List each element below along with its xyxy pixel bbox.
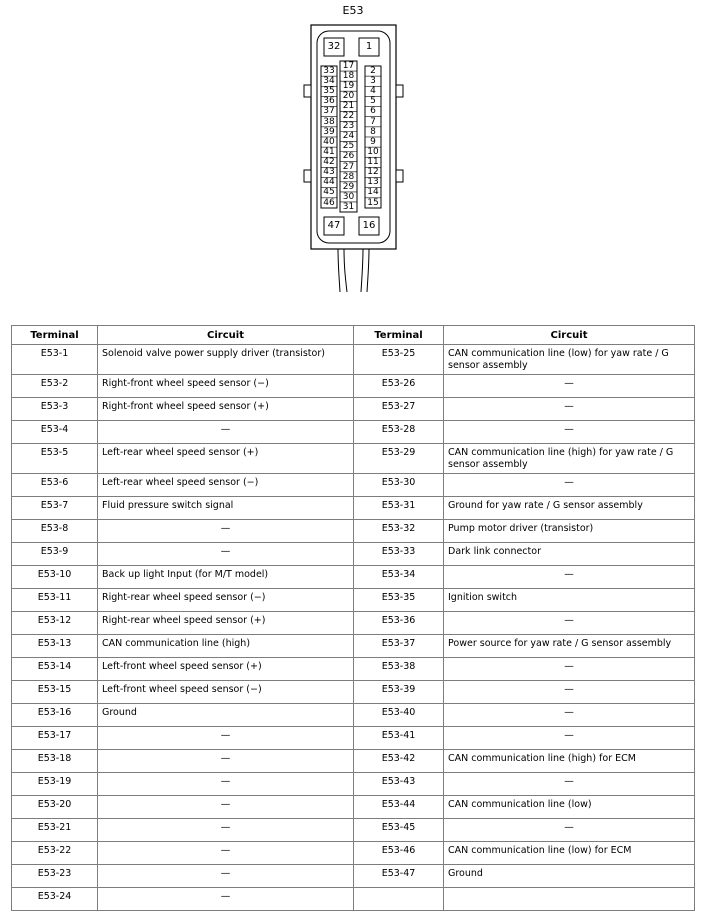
terminal-cell: E53-10 <box>12 566 98 589</box>
pin-22: 22 <box>342 111 355 122</box>
table-row <box>12 888 695 911</box>
pin-45: 45 <box>323 187 335 198</box>
pin-4: 4 <box>370 86 376 97</box>
pin-assignment-table <box>11 325 695 911</box>
table-row <box>12 704 695 727</box>
terminal-cell: E53-3 <box>12 398 98 421</box>
pin-23: 23 <box>342 121 355 132</box>
header-terminal-right: Terminal <box>354 326 444 345</box>
table-row <box>12 497 695 520</box>
pin-35: 35 <box>323 86 335 97</box>
header-terminal-left: Terminal <box>12 326 98 345</box>
circuit-cell: — <box>98 727 354 750</box>
pin-18: 18 <box>342 70 355 81</box>
connector-diagram <box>0 0 705 300</box>
pin-21: 21 <box>342 101 355 112</box>
circuit-cell: — <box>444 773 695 796</box>
table-row <box>12 750 695 773</box>
table-row <box>12 398 695 421</box>
pin-5: 5 <box>370 96 376 107</box>
terminal-cell: E53-19 <box>12 773 98 796</box>
circuit-cell: — <box>444 727 695 750</box>
pin-25: 25 <box>342 141 355 152</box>
circuit-cell: Left-front wheel speed sensor (+) <box>98 658 354 681</box>
pin-33: 33 <box>323 65 335 76</box>
table-row <box>12 421 695 444</box>
pin-20: 20 <box>342 91 355 101</box>
terminal-cell: E53-46 <box>354 842 444 865</box>
circuit-cell: CAN communication line (low) for ECM <box>444 842 695 865</box>
terminal-cell: E53-31 <box>354 497 444 520</box>
terminal-cell: E53-7 <box>12 497 98 520</box>
terminal-cell: E53-2 <box>12 375 98 398</box>
circuit-cell: CAN communication line (high) <box>98 635 354 658</box>
table-row <box>12 474 695 497</box>
pin-3: 3 <box>370 75 376 86</box>
pin-32: 32 <box>327 41 341 52</box>
pin-46: 46 <box>323 197 335 208</box>
pin-9: 9 <box>370 136 376 147</box>
table-row <box>12 635 695 658</box>
circuit-cell: Solenoid valve power supply driver (transistor) <box>98 345 354 375</box>
pin-13: 13 <box>367 177 379 188</box>
circuit-cell <box>444 888 695 911</box>
circuit-cell: — <box>444 681 695 704</box>
header-circuit-left: Circuit <box>98 326 354 345</box>
circuit-cell: Pump motor driver (transistor) <box>444 520 695 543</box>
pin-7: 7 <box>370 116 376 127</box>
terminal-cell: E53-27 <box>354 398 444 421</box>
pin-39: 39 <box>323 126 335 137</box>
circuit-cell: Ground for yaw rate / G sensor assembly <box>444 497 695 520</box>
circuit-cell: — <box>98 773 354 796</box>
pin-30: 30 <box>342 191 355 202</box>
circuit-cell: Right-front wheel speed sensor (−) <box>98 375 354 398</box>
circuit-cell: Left-rear wheel speed sensor (−) <box>98 474 354 497</box>
circuit-cell: CAN communication line (low) <box>444 796 695 819</box>
pin-40: 40 <box>323 136 335 147</box>
table-row <box>12 727 695 750</box>
table-row <box>12 842 695 865</box>
circuit-cell: — <box>98 888 354 911</box>
table-row <box>12 345 695 375</box>
terminal-cell: E53-41 <box>354 727 444 750</box>
terminal-cell: E53-36 <box>354 612 444 635</box>
circuit-cell: — <box>98 865 354 888</box>
circuit-cell: Right-rear wheel speed sensor (−) <box>98 589 354 612</box>
circuit-cell: Fluid pressure switch signal <box>98 497 354 520</box>
terminal-cell: E53-6 <box>12 474 98 497</box>
pin-19: 19 <box>342 80 355 91</box>
terminal-cell: E53-20 <box>12 796 98 819</box>
pin-14: 14 <box>367 187 379 198</box>
pin-36: 36 <box>323 96 335 107</box>
circuit-cell: — <box>444 398 695 421</box>
circuit-cell: CAN communication line (high) for yaw rate / G sensor assembly <box>444 444 695 474</box>
table-row <box>12 444 695 474</box>
terminal-cell: E53-23 <box>12 865 98 888</box>
circuit-cell: Power source for yaw rate / G sensor assembly <box>444 635 695 658</box>
table-row <box>12 566 695 589</box>
table-row <box>12 773 695 796</box>
terminal-cell: E53-43 <box>354 773 444 796</box>
pin-24: 24 <box>342 131 355 142</box>
pin-38: 38 <box>323 116 335 127</box>
pin-29: 29 <box>342 181 355 192</box>
pin-34: 34 <box>323 75 335 86</box>
terminal-cell: E53-15 <box>12 681 98 704</box>
circuit-cell: Back up light Input (for M/T model) <box>98 566 354 589</box>
table-row <box>12 681 695 704</box>
header-circuit-right: Circuit <box>444 326 695 345</box>
circuit-cell: — <box>98 520 354 543</box>
pin-28: 28 <box>342 171 355 182</box>
terminal-cell: E53-25 <box>354 345 444 375</box>
terminal-cell: E53-44 <box>354 796 444 819</box>
table-row <box>12 658 695 681</box>
table-header-row <box>12 326 695 345</box>
terminal-cell: E53-14 <box>12 658 98 681</box>
table-row <box>12 375 695 398</box>
terminal-cell: E53-28 <box>354 421 444 444</box>
circuit-cell: — <box>98 842 354 865</box>
pin-42: 42 <box>323 157 335 168</box>
pin-26: 26 <box>342 151 355 162</box>
circuit-cell: — <box>444 566 695 589</box>
terminal-cell: E53-4 <box>12 421 98 444</box>
pin-2: 2 <box>370 65 376 76</box>
circuit-cell: — <box>444 421 695 444</box>
table-row <box>12 865 695 888</box>
circuit-cell: — <box>444 474 695 497</box>
terminal-cell: E53-17 <box>12 727 98 750</box>
terminal-cell: E53-12 <box>12 612 98 635</box>
pin-10: 10 <box>367 146 379 157</box>
terminal-cell: E53-29 <box>354 444 444 474</box>
terminal-cell: E53-24 <box>12 888 98 911</box>
table-row <box>12 543 695 566</box>
terminal-cell: E53-16 <box>12 704 98 727</box>
terminal-cell: E53-9 <box>12 543 98 566</box>
circuit-cell: CAN communication line (high) for ECM <box>444 750 695 773</box>
circuit-cell: Dark link connector <box>444 543 695 566</box>
pin-15: 15 <box>367 197 379 208</box>
pin-44: 44 <box>323 177 335 188</box>
terminal-cell: E53-42 <box>354 750 444 773</box>
pin-43: 43 <box>323 167 335 178</box>
terminal-cell: E53-47 <box>354 865 444 888</box>
table-row <box>12 520 695 543</box>
pin-17: 17 <box>342 60 355 71</box>
pin-8: 8 <box>370 126 376 137</box>
terminal-cell: E53-21 <box>12 819 98 842</box>
table-row <box>12 796 695 819</box>
terminal-cell: E53-26 <box>354 375 444 398</box>
terminal-cell: E53-8 <box>12 520 98 543</box>
circuit-cell: — <box>98 750 354 773</box>
terminal-cell: E53-18 <box>12 750 98 773</box>
terminal-cell: E53-1 <box>12 345 98 375</box>
circuit-cell: CAN communication line (low) for yaw rate / G sensor assembly <box>444 345 695 375</box>
circuit-cell: — <box>98 796 354 819</box>
pin-6: 6 <box>370 106 376 117</box>
circuit-cell: Right-front wheel speed sensor (+) <box>98 398 354 421</box>
circuit-cell: Ignition switch <box>444 589 695 612</box>
terminal-cell: E53-5 <box>12 444 98 474</box>
terminal-cell: E53-30 <box>354 474 444 497</box>
terminal-cell: E53-45 <box>354 819 444 842</box>
terminal-cell: E53-39 <box>354 681 444 704</box>
pin-31: 31 <box>342 201 355 212</box>
terminal-cell: E53-13 <box>12 635 98 658</box>
pin-27: 27 <box>342 161 355 172</box>
terminal-cell: E53-11 <box>12 589 98 612</box>
circuit-cell: — <box>98 819 354 842</box>
circuit-cell: — <box>444 819 695 842</box>
circuit-cell: — <box>444 612 695 635</box>
pin-11: 11 <box>367 157 379 168</box>
table-row <box>12 612 695 635</box>
terminal-cell: E53-37 <box>354 635 444 658</box>
circuit-cell: — <box>98 543 354 566</box>
terminal-cell: E53-38 <box>354 658 444 681</box>
pin-41: 41 <box>323 146 335 157</box>
pin-1: 1 <box>365 41 373 52</box>
circuit-cell: — <box>444 375 695 398</box>
table-row <box>12 589 695 612</box>
circuit-cell: Right-rear wheel speed sensor (+) <box>98 612 354 635</box>
circuit-cell: — <box>444 658 695 681</box>
pin-16: 16 <box>362 220 376 231</box>
terminal-cell: E53-32 <box>354 520 444 543</box>
circuit-cell: Left-front wheel speed sensor (−) <box>98 681 354 704</box>
terminal-cell: E53-22 <box>12 842 98 865</box>
circuit-cell: Ground <box>444 865 695 888</box>
circuit-cell: — <box>444 704 695 727</box>
circuit-cell: — <box>98 421 354 444</box>
terminal-cell <box>354 888 444 911</box>
table-row <box>12 819 695 842</box>
pin-12: 12 <box>367 167 379 178</box>
circuit-cell: Left-rear wheel speed sensor (+) <box>98 444 354 474</box>
terminal-cell: E53-40 <box>354 704 444 727</box>
terminal-cell: E53-34 <box>354 566 444 589</box>
circuit-cell: Ground <box>98 704 354 727</box>
terminal-cell: E53-33 <box>354 543 444 566</box>
pin-37: 37 <box>323 106 335 117</box>
pin-47: 47 <box>327 220 341 231</box>
connector-label: E53 <box>342 4 364 17</box>
terminal-cell: E53-35 <box>354 589 444 612</box>
